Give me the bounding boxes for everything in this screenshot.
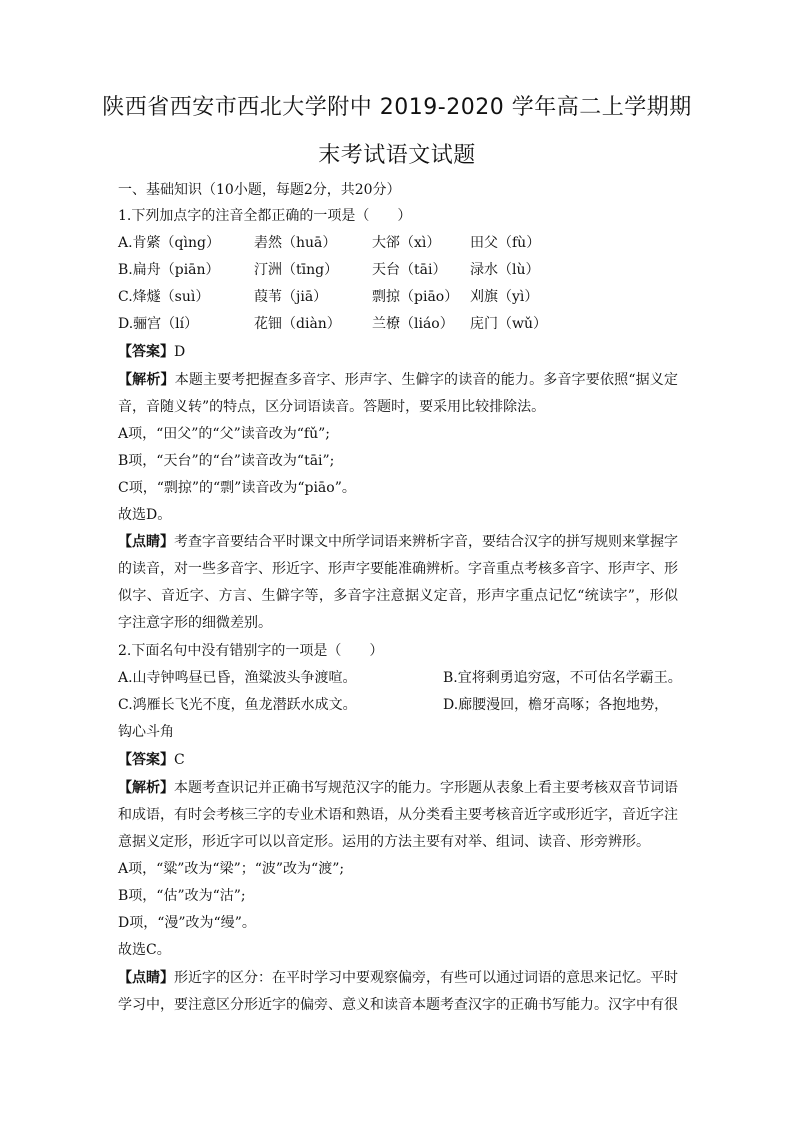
- q1-a-2: 砉然（huā）: [254, 235, 337, 251]
- tip-text: 形近字的区分：在平时学习中要观察偏旁，有些可以通过词语的意思来记忆。平时学习中，要注意区分形近字的偏旁、意义和读音本题考查汉字的正确书写能力。汉字中有很: [118, 970, 678, 1013]
- q2-option-a: A.山寺钟鸣昼已昏，渔粱波头争渡喧。: [118, 670, 357, 686]
- q1-c-3: 剽掠（piāo）: [372, 289, 459, 305]
- tip-tag: 【点睛】: [118, 534, 174, 550]
- answer-tag: 【答案】: [118, 752, 174, 768]
- answer-value: C: [174, 752, 185, 768]
- analysis-tag: 【解析】: [118, 780, 174, 796]
- q1-tip: [118, 529, 678, 637]
- q2-options-ab: [118, 665, 682, 691]
- analysis-text: 本题考查识记并正确书写规范汉字的能力。字形题从表象上看主要考核双音节词语和成语，有时会考核三字的专业术语和熟语，从分类看主要考核音近字或形近字，音近字注意据义定形，形近字可以以音定形。运用的方法主要有对举、组词、读音、形旁辨形。: [118, 780, 678, 850]
- q2-answer: [118, 747, 185, 773]
- q1-point-a: A项，“田父”的“父”读音改为“fǔ”;: [118, 426, 330, 442]
- q2-point-b: B项，“估”改为“沽”;: [118, 888, 246, 904]
- q2-option-d: D.廊腰漫回，檐牙高啄；各抱地势，: [443, 697, 669, 713]
- q1-option-row-c: [118, 284, 590, 310]
- q1-d-2: 花钿（diàn）: [254, 316, 341, 332]
- document-title-line1: 陕西省西安市西北大学附中 2019-2020 学年高二上学期期: [102, 95, 692, 120]
- document-title-line2: 末考试语文试题: [318, 143, 476, 168]
- q1-point-c: C项，“剽掠”的“剽”读音改为“piāo”。: [118, 480, 356, 496]
- q2-tip: [118, 965, 678, 1019]
- q2-option-b: B.宜将剩勇追穷宼，不可估名学霸王。: [443, 670, 682, 686]
- tip-text: 考查字音要结合平时课文中所学词语来辨析字音，要结合汉字的拼写规则来掌握字的读音，对一些多音字、形近字、形声字要能准确辨析。字音重点考核多音字、形声字、形似字、音近字、方言、生僻字等，多音字注意据义定音，形声字重点记忆“统读字”，形似字注意字形的细微差别。: [118, 534, 678, 631]
- q1-answer: [118, 339, 185, 365]
- q1-c-2: 葭苇（jiā）: [254, 289, 328, 305]
- section-heading: 一、基础知识（10小题，每题2分，共20分）: [118, 182, 401, 198]
- q1-option-row-a: [118, 230, 590, 256]
- q1-d-4: 庑门（wǔ）: [470, 316, 547, 332]
- q1-b-3: 天台（tāi）: [372, 262, 447, 278]
- q2-option-c: C.鸿雁长飞光不度，鱼龙潜跃水成文。: [118, 697, 357, 713]
- q2-conclusion: 故选C。: [118, 942, 171, 958]
- q1-analysis: [118, 367, 678, 421]
- q1-a-3: 大郤（xì）: [372, 235, 441, 251]
- q2-options-cd: [118, 692, 668, 718]
- q1-d-1: D.骊宫（lí）: [118, 316, 199, 332]
- q1-c-4: 刈旗（yì）: [470, 289, 539, 305]
- analysis-tag: 【解析】: [118, 372, 175, 388]
- q1-conclusion: 故选D。: [118, 507, 172, 523]
- q1-c-1: C.烽燧（suì）: [118, 289, 210, 305]
- q2-option-d-cont: 钩心斗角: [118, 724, 174, 740]
- q1-option-row-d: [118, 311, 590, 337]
- q1-d-3: 兰橑（liáo）: [372, 316, 454, 332]
- answer-tag: 【答案】: [118, 344, 174, 360]
- q1-a-4: 田父（fù）: [470, 235, 541, 251]
- q1-b-2: 汀洲（tīng）: [254, 262, 339, 278]
- q1-a-1: A.肯綮（qìng）: [118, 235, 220, 251]
- answer-value: D: [174, 344, 186, 360]
- q1-option-row-b: [118, 257, 590, 283]
- q1-stem: 1.下列加点字的注音全都正确的一项是（ ）: [118, 208, 412, 224]
- q2-point-d: D项，“漫”改为“缦”。: [118, 915, 256, 931]
- q1-b-1: B.扁舟（piān）: [118, 262, 220, 278]
- tip-tag: 【点睛】: [118, 970, 174, 986]
- analysis-text: 本题主要考把握查多音字、形声字、生僻字的读音的能力。多音字要依照“据义定音，音随义转”的特点，区分词语读音。答题时，要采用比较排除法。: [118, 372, 679, 415]
- q1-point-b: B项，“天台”的“台”读音改为“tāi”;: [118, 453, 335, 469]
- q2-analysis: [118, 775, 678, 856]
- q1-b-4: 渌水（lù）: [470, 262, 540, 278]
- q2-stem: 2.下面名句中没有错别字的一项是（ ）: [118, 643, 384, 659]
- q2-point-a: A项，“粱”改为“梁”；“波”改为“渡”;: [118, 861, 345, 877]
